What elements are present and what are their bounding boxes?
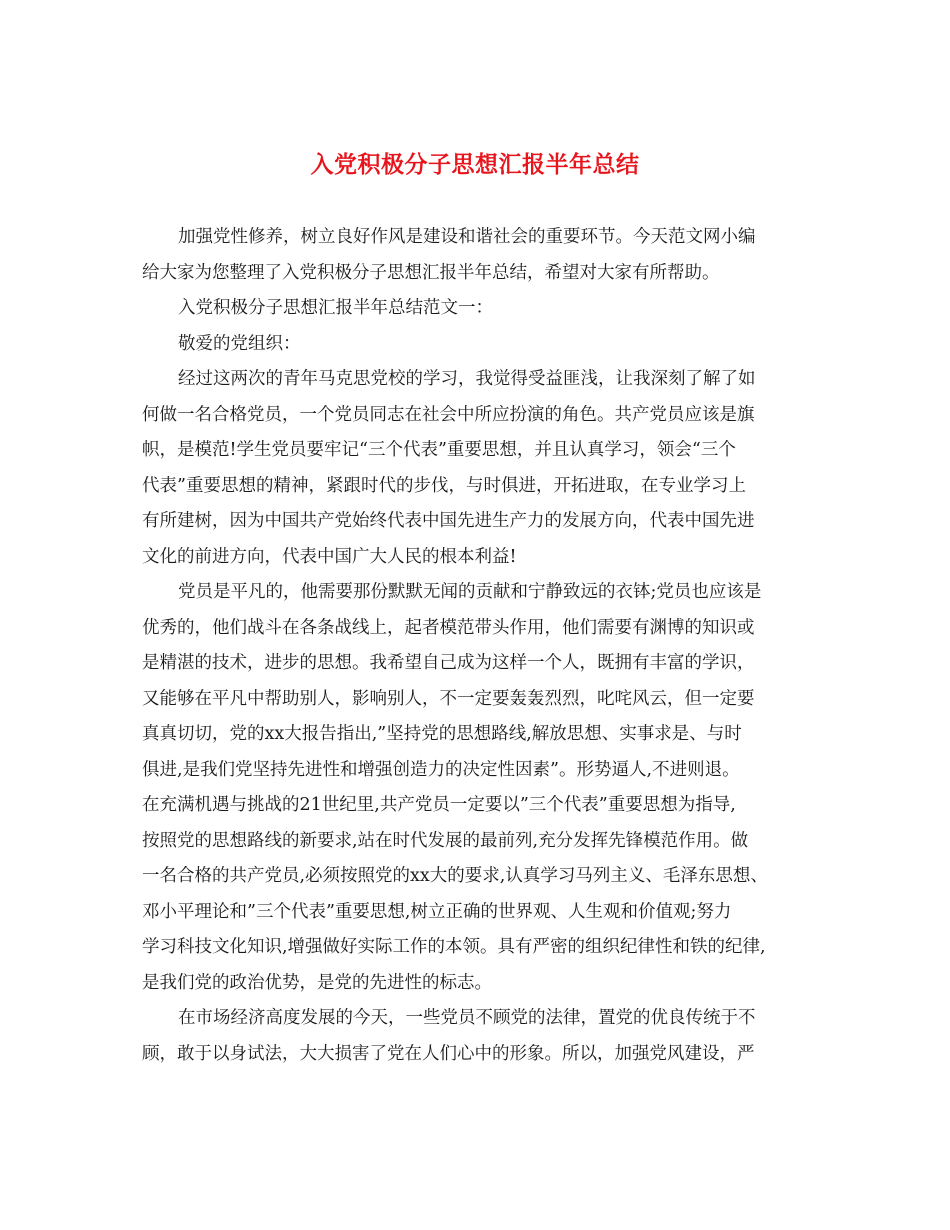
text-line: 真真切切，党的xx大报告指出,”坚持党的思想路线,解放思想、实事求是、与时: [142, 724, 742, 744]
text-line: 给大家为您整理了入党积极分子思想汇报半年总结，希望对大家有所帮助。: [142, 262, 720, 283]
text-line: 邓小平理论和”三个代表”重要思想,树立正确的世界观、人生观和价值观;努力: [142, 901, 732, 922]
text-line: 学习科技文化知识,增强做好实际工作的本领。具有严密的组织纪律性和铁的纪律,: [142, 937, 766, 957]
text-line: 文化的前进方向，代表中国广大人民的根本利益!: [142, 546, 517, 567]
text-line: 在充满机遇与挑战的21世纪里,共产党员一定要以”三个代表”重要思想为指导,: [142, 795, 736, 815]
text-line: 顾，敢于以身试法，大大损害了党在人们心中的形象。所以，加强党风建设，严: [142, 1043, 755, 1064]
document-title: 入党积极分子思想汇报半年总结: [310, 151, 640, 178]
text-line: 按照党的思想路线的新要求,站在时代发展的最前列,充分发挥先锋模范作用。做: [142, 830, 749, 851]
text-line: 在市场经济高度发展的今天，一些党员不顾党的法律，置党的优良传统于不: [178, 1008, 756, 1028]
text-line: 入党积极分子思想汇报半年总结范文一：: [178, 298, 493, 318]
text-line: 有所建树，因为中国共产党始终代表中国先进生产力的发展方向，代表中国先进: [142, 511, 755, 531]
text-line: 一名合格的共产党员,必须按照党的xx大的要求,认真学习马列主义、毛泽东思想、: [142, 866, 768, 886]
text-line: 是我们党的政治优势，是党的先进性的标志。: [142, 972, 492, 993]
text-line: 代表”重要思想的精神，紧跟时代的步伐，与时俱进，开拓进取，在专业学习上: [142, 475, 746, 496]
text-line: 优秀的，他们战斗在各条战线上，起者模范带头作用，他们需要有渊博的知识或: [142, 617, 755, 638]
text-line: 经过这两次的青年马克思党校的学习，我觉得受益匪浅，让我深刻了解了如: [178, 369, 756, 389]
text-line: 帜，是模范!学生党员要牢记“三个代表”重要思想，并且认真学习，领会“三个: [142, 440, 736, 460]
document-body: [142, 220, 812, 1072]
text-line: 是精湛的技术，进步的思想。我希望自己成为这样一个人，既拥有丰富的学识，: [142, 653, 755, 673]
text-line: 党员是平凡的，他需要那份默默无闻的贡献和宁静致远的衣钵;党员也应该是: [178, 582, 762, 602]
text-line: 俱进,是我们党坚持先进性和增强创造力的决定性因素”。形势逼人,不进则退。: [142, 759, 740, 780]
text-line: 敬爱的党组织：: [178, 333, 301, 354]
text-line: 何做一名合格党员，一个党员同志在社会中所应扮演的角色。共产党员应该是旗: [142, 404, 755, 425]
text-line: 又能够在平凡中帮助别人，影响别人，不一定要轰轰烈烈，叱咤风云，但一定要: [142, 688, 755, 709]
text-line: 加强党性修养，树立良好作风是建设和谐社会的重要环节。今天范文网小编: [178, 227, 756, 247]
